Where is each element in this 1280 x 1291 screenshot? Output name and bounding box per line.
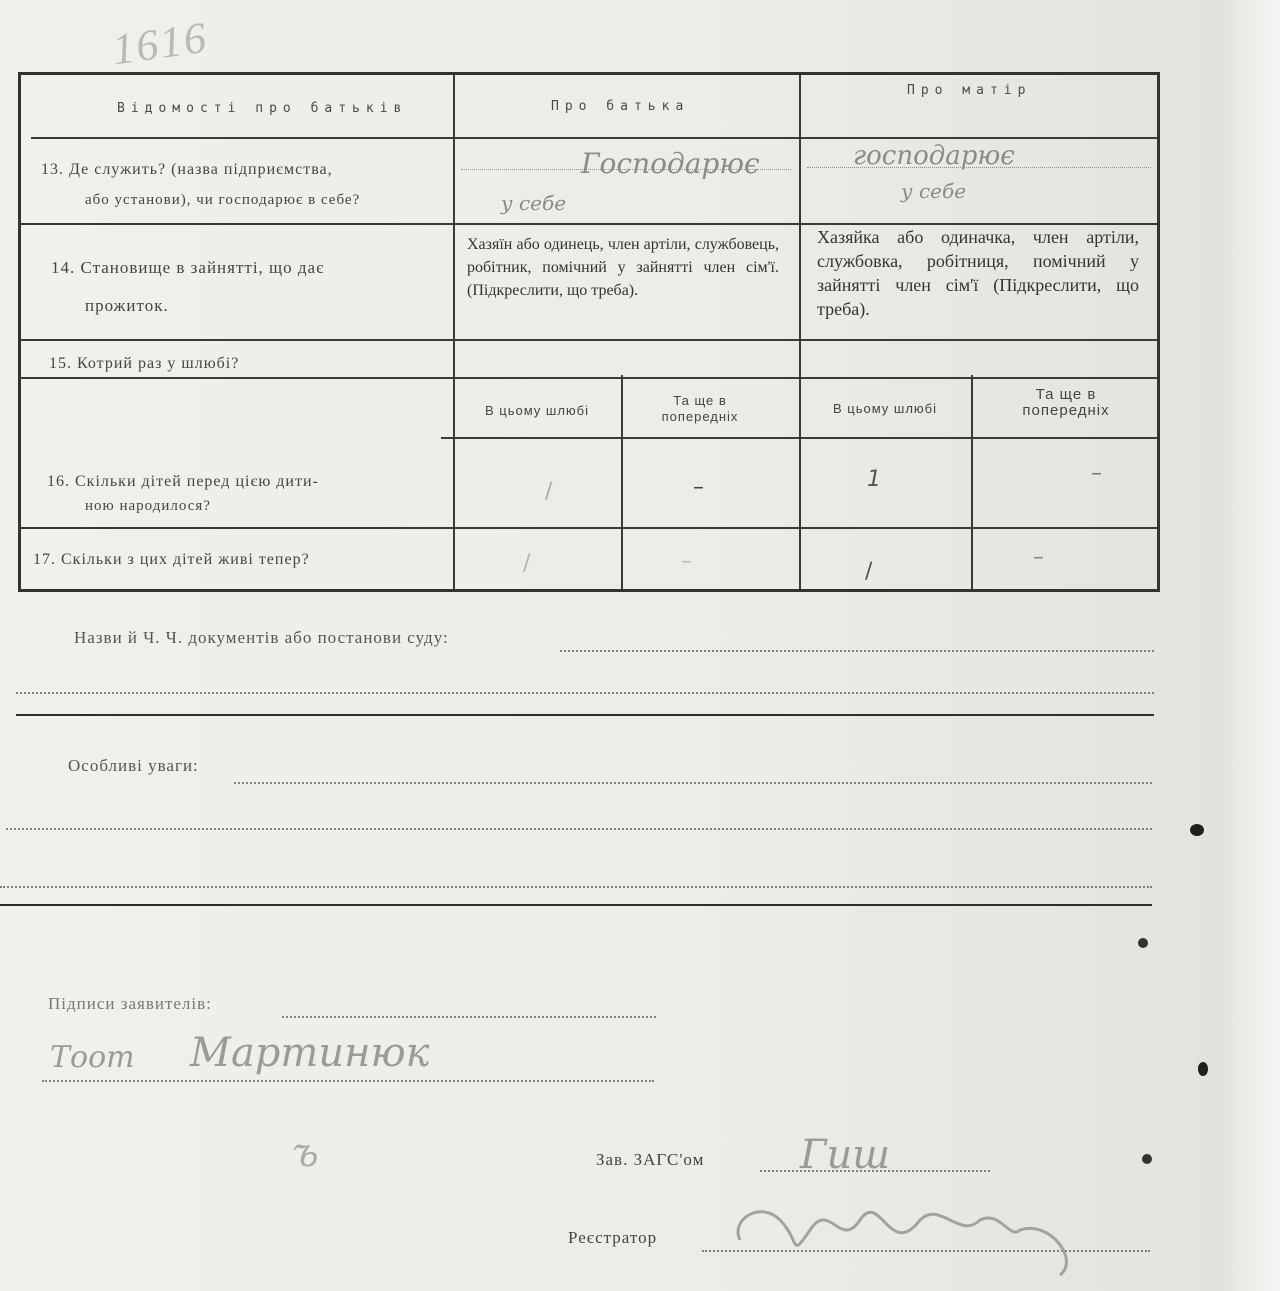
subheader-father-prev: Та ще в попередніх <box>661 393 739 424</box>
q17-father-prev: – <box>681 549 692 574</box>
q16-father-this: / <box>545 479 553 504</box>
registrar-signature <box>720 1180 1080 1280</box>
applicant-prefix-signature: Тоот <box>50 1040 135 1075</box>
row-rule-header <box>31 137 1157 139</box>
col-divider-2 <box>799 75 801 589</box>
header-about-father: Про батька <box>551 99 690 114</box>
q16-label-1: 16. Скільки дітей перед цією дити- <box>47 473 319 490</box>
q13-mother-answer-1: господарює <box>853 141 1015 171</box>
zags-label: Зав. ЗАГС'ом <box>596 1150 705 1169</box>
remarks-line-1 <box>234 782 1152 784</box>
documents-label: Назви й Ч. Ч. документів або постанови суду: <box>74 628 449 647</box>
documents-line-1 <box>560 650 1154 652</box>
subcol-divider-mother <box>971 375 973 589</box>
q13-label-1: 13. Де служить? (назва підприємства, <box>41 161 333 178</box>
applicants-line-1 <box>282 1016 656 1018</box>
q13-father-answer-2: у себе <box>501 191 567 215</box>
punch-hole-4 <box>1142 1154 1152 1164</box>
registrar-signature-stroke <box>738 1212 1066 1275</box>
row-rule-sub <box>441 437 1157 439</box>
punch-hole-1 <box>1190 824 1204 836</box>
stray-pencil-mark: ъ <box>292 1130 319 1176</box>
page-edge <box>1220 0 1280 1291</box>
punch-hole-2 <box>1198 1062 1208 1076</box>
q17-father-this: / <box>523 551 531 576</box>
q16-label-2: ною народилося? <box>85 498 211 514</box>
q14-label-1: 14. Становище в зайнятті, що дає <box>51 258 325 277</box>
q13-mother-answer-2: у себе <box>901 179 967 203</box>
q17-mother-this: / <box>865 559 873 584</box>
header-about-mother: Про матір <box>907 83 1032 98</box>
q14-father-options: Хазяїн або одинець, член артіли, службовець, робітник, помічний у зайнятті член сім'ї. (Підкреслити, що треба). <box>467 236 779 299</box>
q13-father-answer-1: Господарює <box>581 147 760 180</box>
documents-line-2 <box>16 692 1154 694</box>
q16-father-prev: – <box>693 475 704 500</box>
row-rule-14 <box>21 339 1157 341</box>
zags-signature: Гиш <box>800 1132 891 1178</box>
q16-mother-prev: – <box>1091 461 1102 486</box>
remarks-label: Особливі уваги: <box>68 756 199 775</box>
q16-mother-this: 1 <box>867 467 881 492</box>
subheader-mother-prev: Та ще в попередніх <box>1022 386 1110 419</box>
registrar-label: Реєстратор <box>568 1228 658 1247</box>
archive-number: 1616 <box>109 12 211 75</box>
parents-info-table <box>18 72 1160 592</box>
subheader-father-this: В цьому шлюбі <box>484 403 590 418</box>
q14-mother-options: Хазяйка або одиначка, член артіли, службовка, робітниця, помічний у зайнятті член сім'ї (Підкреслити, що треба). <box>817 227 1139 319</box>
header-parents-info: Відомості про батьків <box>117 101 408 116</box>
row-rule-16 <box>21 527 1157 529</box>
section-rule-2 <box>0 904 1152 906</box>
q15-label: 15. Котрий раз у шлюбі? <box>49 355 240 372</box>
subcol-divider-father <box>621 375 623 589</box>
q13-label-2: або установи), чи господарює в себе? <box>85 192 361 208</box>
q14-label-2: прожиток. <box>85 296 169 315</box>
q17-label: 17. Скільки з цих дітей живі тепер? <box>33 551 310 568</box>
punch-hole-3 <box>1138 938 1148 948</box>
col-divider-1 <box>453 75 455 589</box>
applicant-signature: Мартинюк <box>190 1030 430 1076</box>
q17-mother-prev: – <box>1033 545 1044 570</box>
applicants-label: Підписи заявителів: <box>48 994 212 1013</box>
remarks-line-2 <box>6 828 1152 830</box>
applicants-line-2 <box>42 1080 654 1082</box>
remarks-line-3 <box>0 886 1152 888</box>
subheader-mother-this: В цьому шлюбі <box>832 401 938 416</box>
section-rule-1 <box>16 714 1154 716</box>
